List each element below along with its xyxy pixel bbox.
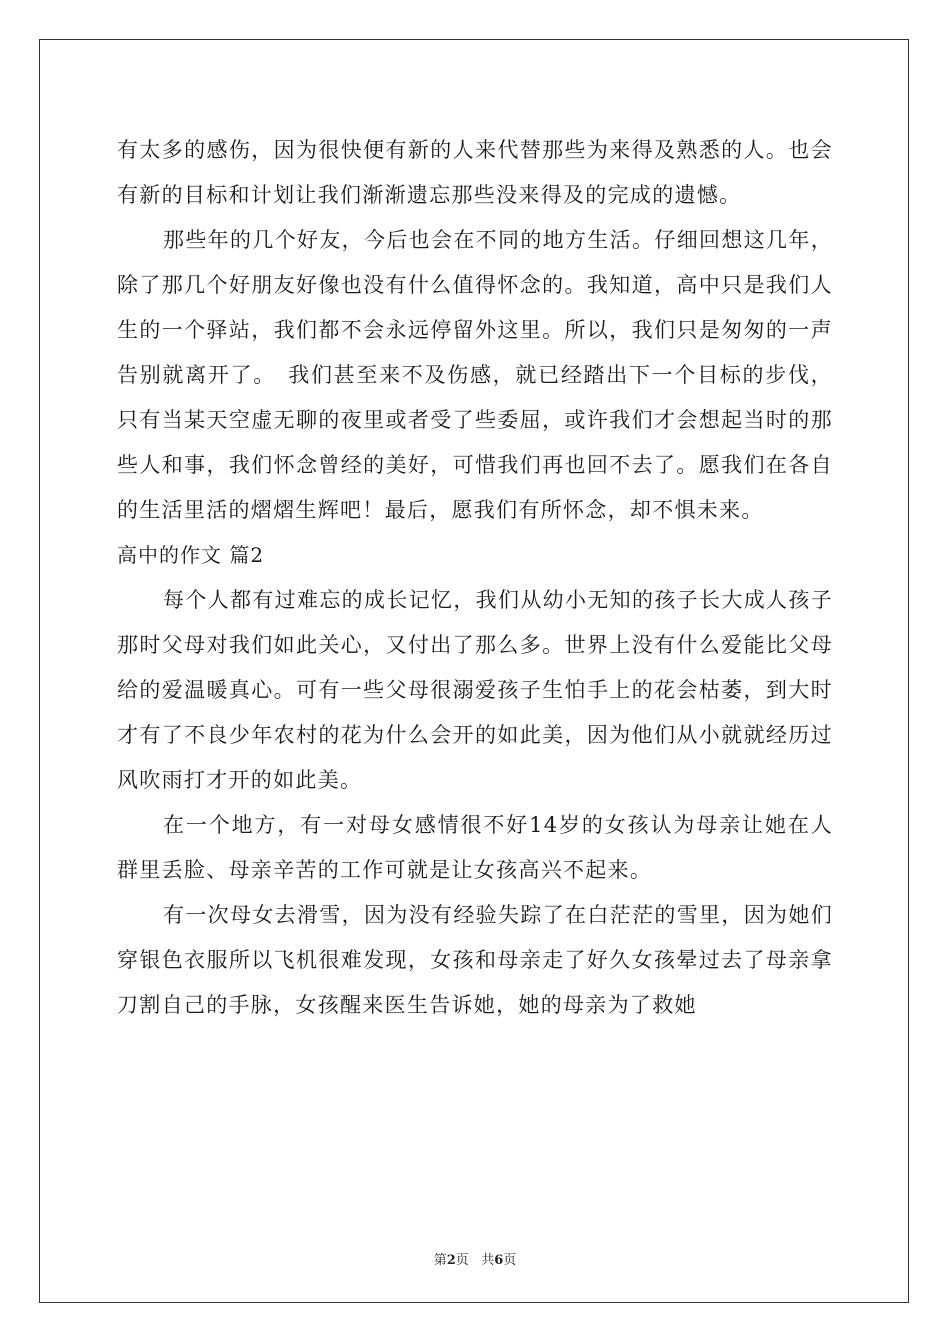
document-body xyxy=(117,128,833,1028)
page-prefix: 第 xyxy=(433,1253,447,1268)
total-suffix: 页 xyxy=(503,1253,517,1268)
paragraph-5: 有一次母女去滑雪，因为没有经验失踪了在白茫茫的雪里，因为她们穿银色衣服所以飞机很难发现，女孩和母亲走了好久女孩晕过去了母亲拿刀割自己的手脉，女孩醒来医生告诉她，她的母亲为了救她 xyxy=(117,903,833,1017)
paragraph-4: 在一个地方，有一对母女感情很不好14岁的女孩认为母亲让她在人群里丢脸、母亲辛苦的工作可就是让女孩高兴不起来。 xyxy=(117,813,833,882)
paragraph-2: 那些年的几个好友，今后也会在不同的地方生活。仔细回想这几年，除了那几个好朋友好像也没有什么值得怀念的。我知道，高中只是我们人生的一个驿站，我们都不会永远停留外这里。所以，我们只是匆匆的一声告别就离开了。 我们甚至来不及伤感，就已经踏出下一个目标的步伐，只有当某天空虚无聊的夜里或者受了些委屈，或许我们才会想起当时的那些人和事，我们怀念曾经的美好，可惜我们再也回不去了。愿我们在各自的生活里活的熠熠生辉吧！最后，愿我们有所怀念，却不惧未来。 xyxy=(117,228,833,522)
paragraph-1: 有太多的感伤，因为很快便有新的人来代替那些为来得及熟悉的人。也会有新的目标和计划让我们渐渐遗忘那些没来得及的完成的遗憾。 xyxy=(117,138,833,207)
total-pages: 6 xyxy=(494,1253,504,1268)
page-suffix: 页 xyxy=(455,1253,469,1268)
section-heading: 高中的作文 篇2 xyxy=(117,543,265,567)
page-number: 2 xyxy=(446,1253,456,1268)
paragraph-3: 每个人都有过难忘的成长记忆，我们从幼小无知的孩子长大成人孩子那时父母对我们如此关心，又付出了那么多。世界上没有什么爱能比父母给的爱温暖真心。可有一些父母很溺爱孩子生怕手上的花会枯萎，到大时才有了不良少年农村的花为什么会开的如此美，因为他们从小就就经历过风吹雨打才开的如此美。 xyxy=(117,588,833,792)
page-footer xyxy=(0,1249,950,1268)
total-prefix: 共 xyxy=(481,1253,495,1268)
